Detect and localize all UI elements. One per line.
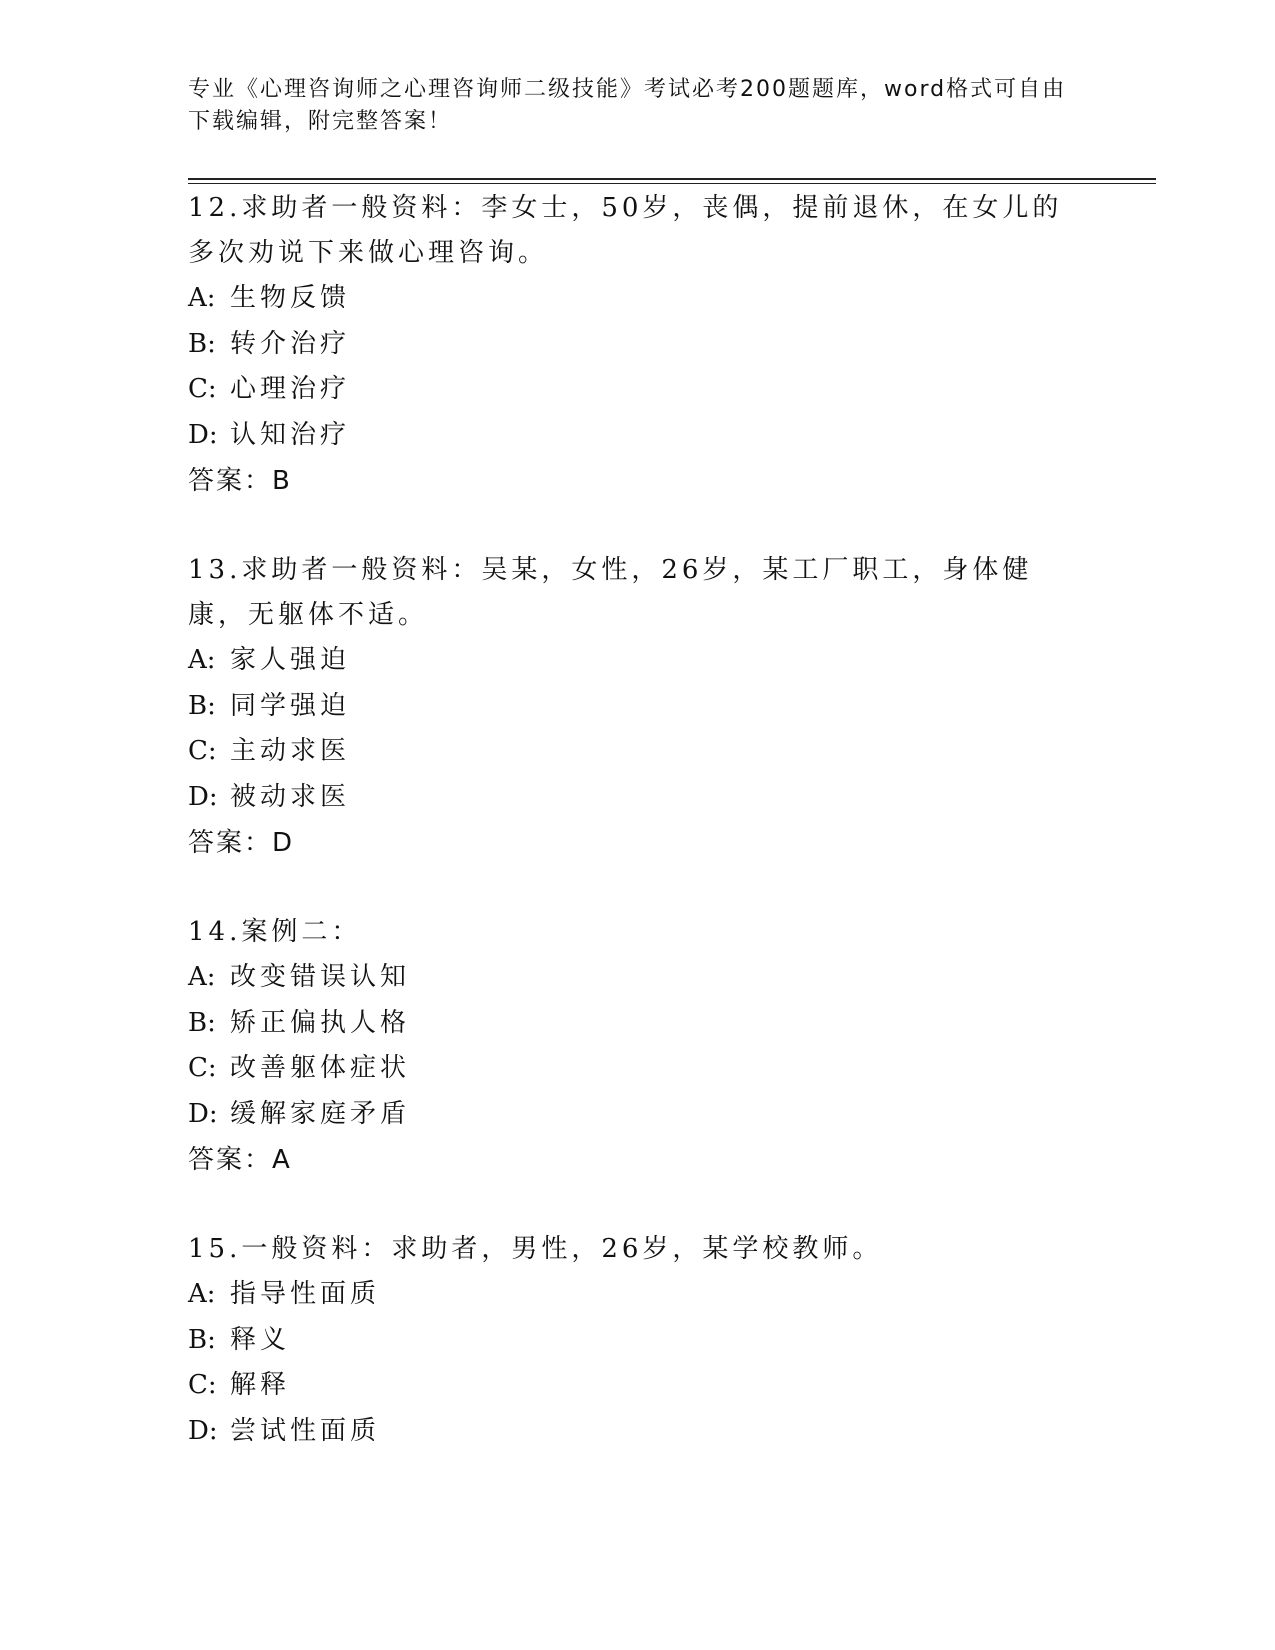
- option-text: 认知治疗: [230, 419, 351, 450]
- option-text: 尝试性面质: [230, 1415, 381, 1446]
- spacer: [188, 1183, 1088, 1227]
- option-d: [188, 1092, 1088, 1138]
- option-key: C:: [188, 1370, 217, 1400]
- spacer: [188, 866, 1088, 910]
- option-key: A:: [188, 1279, 216, 1309]
- option-text: 主动求医: [230, 736, 351, 766]
- option-key: A:: [188, 645, 216, 675]
- option-key: D:: [188, 419, 218, 450]
- option-d: [188, 413, 1088, 459]
- option-key: B:: [188, 1324, 216, 1355]
- option-b: [188, 684, 1088, 730]
- option-key: C:: [188, 736, 217, 766]
- question-stem: 13.求助者一般资料：吴某，女性，26岁，某工厂职工，身体健康，无躯体不适。: [188, 555, 1033, 630]
- option-key: B:: [188, 1007, 216, 1038]
- option-text: 矫正偏执人格: [230, 1007, 411, 1038]
- question-stem: 14.案例二：: [188, 917, 362, 947]
- option-text: 生物反馈: [230, 283, 351, 313]
- option-key: A:: [188, 962, 216, 992]
- question-list: [188, 186, 1088, 1454]
- option-key: D:: [188, 781, 218, 812]
- question-stem: 15.一般资料：求助者，男性，26岁，某学校教师。: [188, 1234, 883, 1264]
- option-text: 释义: [230, 1324, 291, 1355]
- option-a: [188, 1272, 1088, 1318]
- header-divider-thin: [188, 183, 1156, 184]
- option-text: 心理治疗: [230, 374, 351, 404]
- option-key: D:: [188, 1415, 218, 1446]
- option-key: B:: [188, 328, 216, 359]
- option-text: 转介治疗: [230, 328, 351, 359]
- option-key: B:: [188, 690, 216, 721]
- option-text: 指导性面质: [230, 1279, 381, 1309]
- option-a: [188, 955, 1088, 1001]
- question-stem: 12.求助者一般资料：李女士，50岁，丧偶，提前退休，在女儿的多次劝说下来做心理咨询。: [188, 193, 1063, 268]
- option-a: [188, 276, 1088, 322]
- option-d: [188, 775, 1088, 821]
- question-12: [188, 186, 1088, 504]
- option-b: [188, 322, 1088, 368]
- answer-line: 答案：D: [188, 828, 295, 858]
- option-b: [188, 1001, 1088, 1047]
- option-c: [188, 1363, 1088, 1409]
- answer-line: 答案：A: [188, 1145, 292, 1175]
- option-text: 同学强迫: [230, 690, 351, 721]
- option-a: [188, 638, 1088, 684]
- option-text: 改善躯体症状: [230, 1053, 411, 1083]
- spacer: [188, 504, 1088, 548]
- option-key: D:: [188, 1098, 218, 1129]
- question-13: [188, 548, 1088, 866]
- option-key: C:: [188, 1053, 217, 1083]
- option-text: 家人强迫: [230, 645, 351, 675]
- option-c: [188, 367, 1088, 413]
- option-text: 被动求医: [230, 781, 351, 812]
- answer-line: 答案：B: [188, 466, 292, 496]
- option-key: A:: [188, 283, 216, 313]
- option-c: [188, 1046, 1088, 1092]
- question-15: [188, 1227, 1088, 1454]
- option-text: 缓解家庭矛盾: [230, 1098, 411, 1129]
- option-text: 改变错误认知: [230, 962, 411, 992]
- question-14: [188, 910, 1088, 1183]
- option-key: C:: [188, 374, 217, 404]
- document-header: 专业《心理咨询师之心理咨询师二级技能》考试必考200题题库，word格式可自由下载编辑，附完整答案！: [188, 77, 1067, 134]
- option-text: 解释: [230, 1370, 291, 1400]
- option-c: [188, 729, 1088, 775]
- header-divider: [188, 178, 1156, 180]
- option-d: [188, 1409, 1088, 1455]
- option-b: [188, 1318, 1088, 1364]
